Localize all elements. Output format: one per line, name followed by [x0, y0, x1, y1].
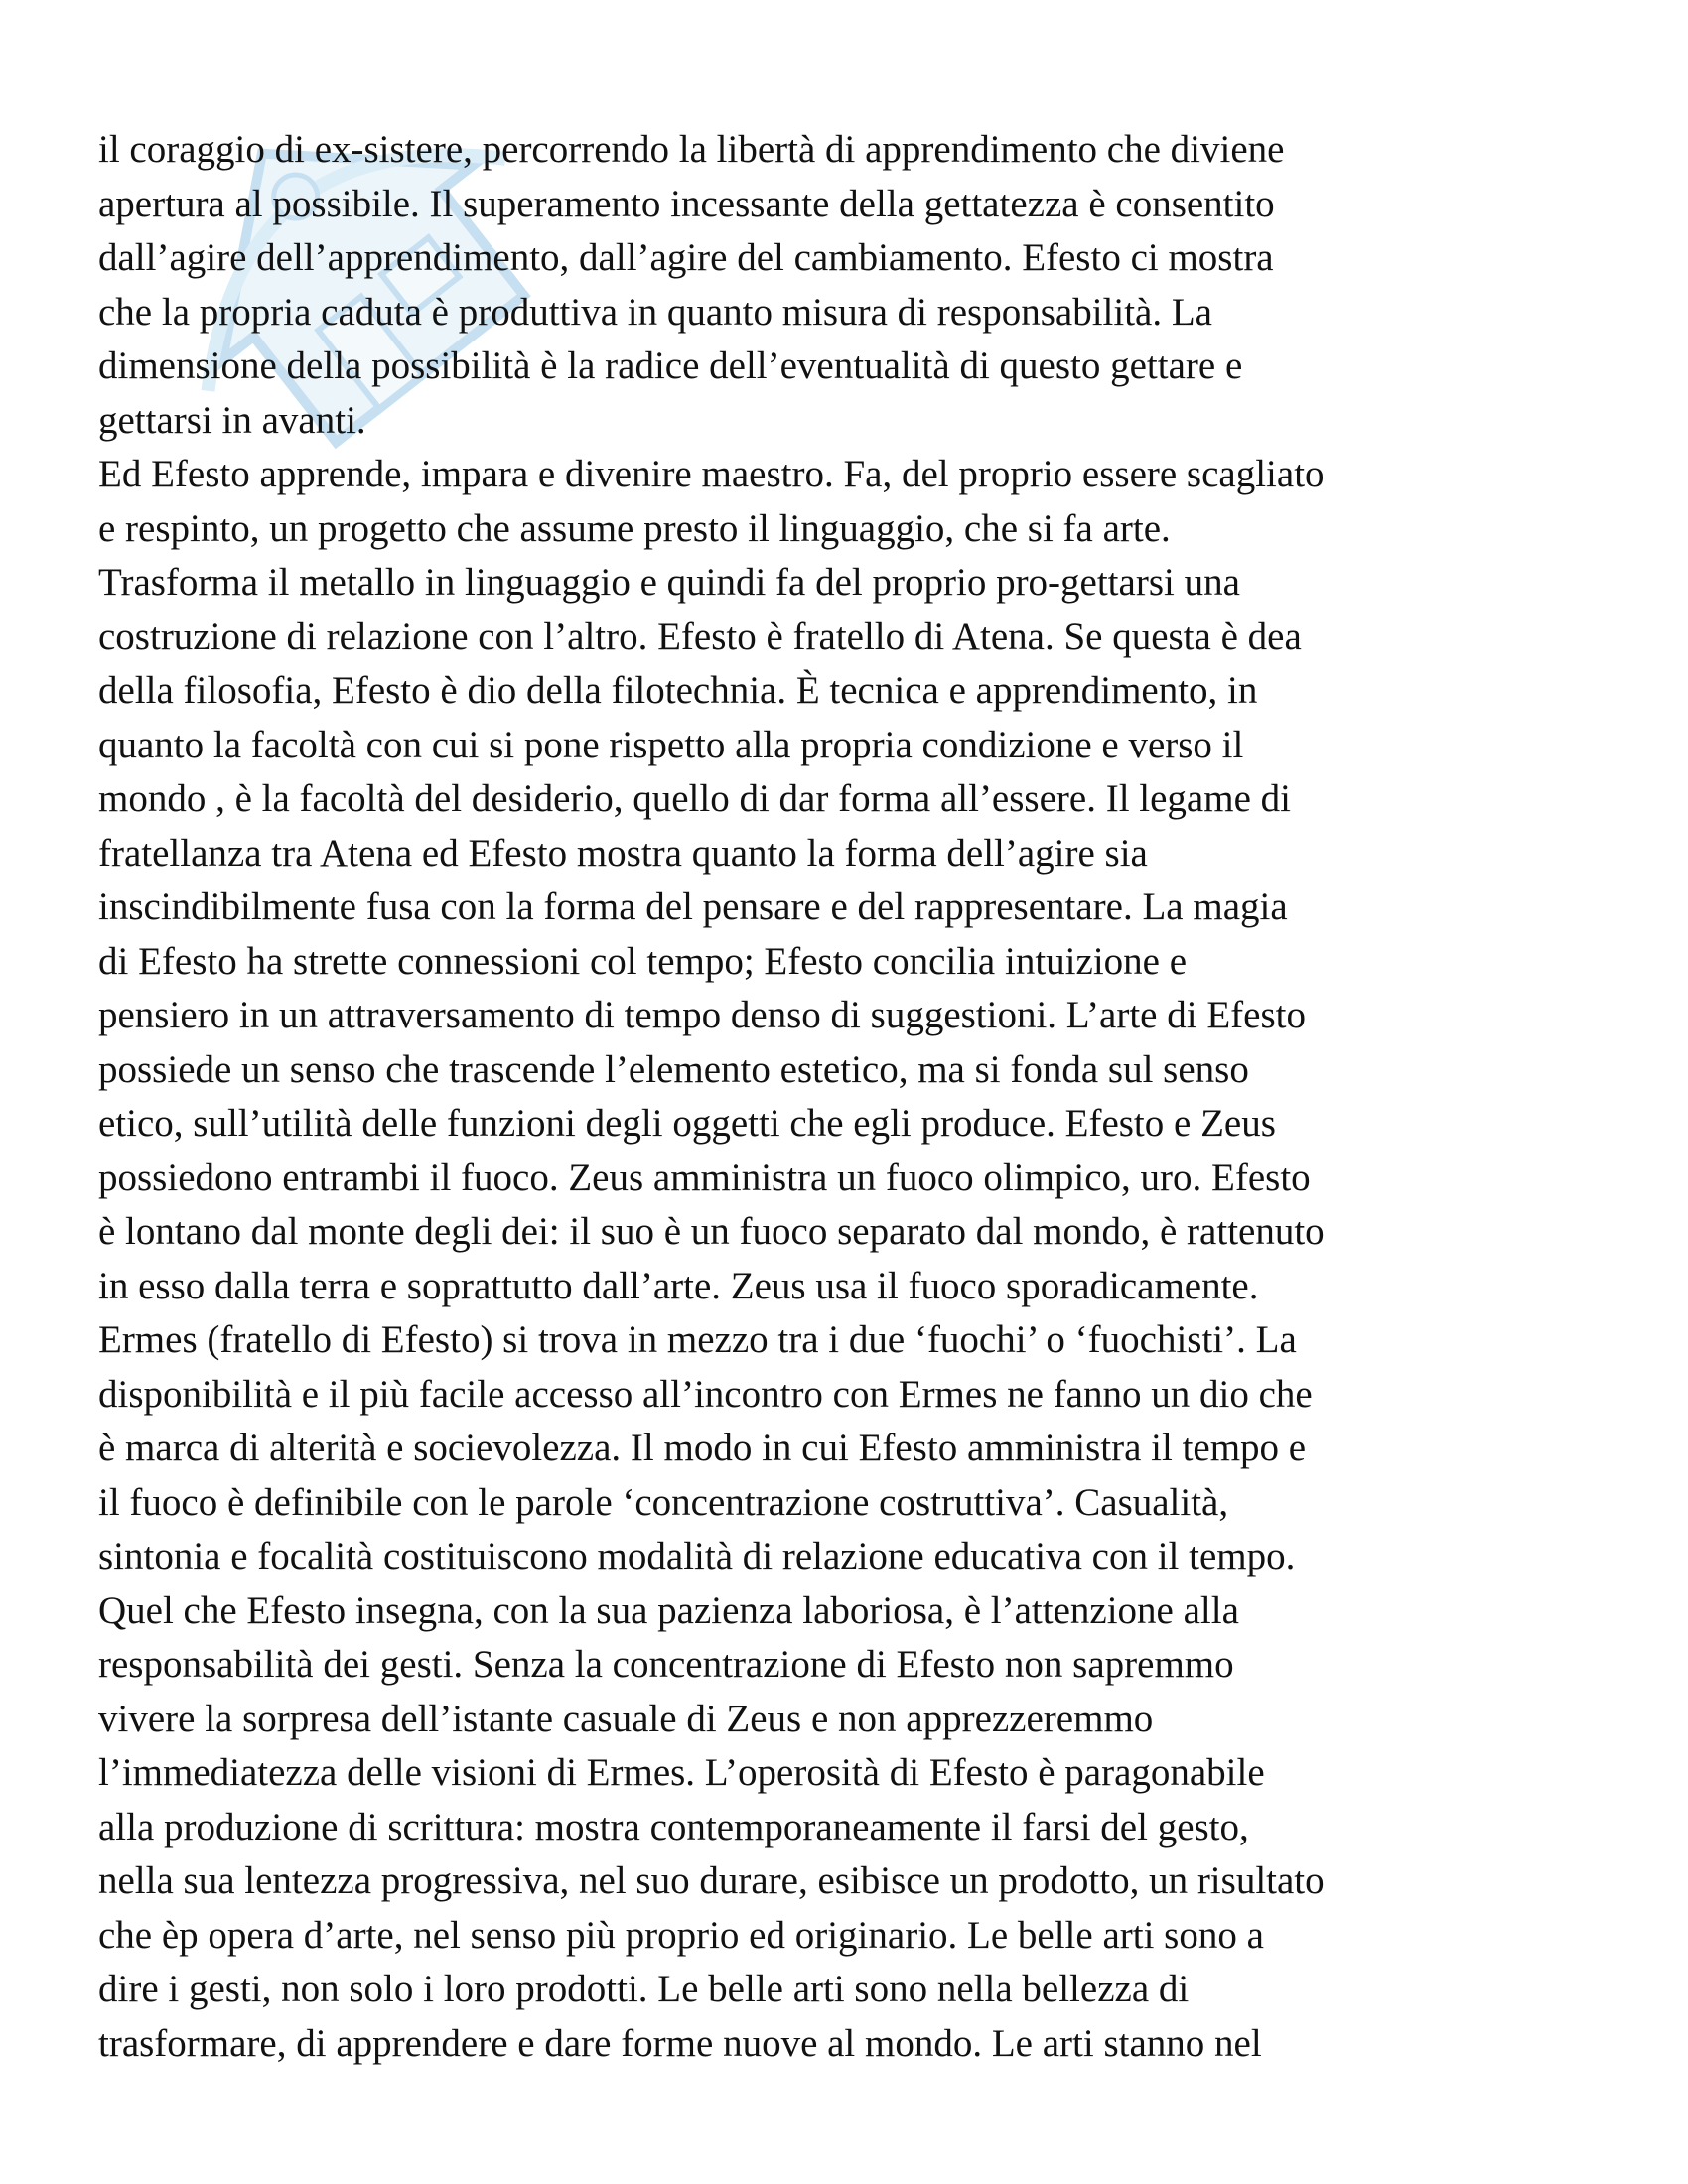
text-line: apertura al possibile. Il superamento incessante della gettatezza è consentito [98, 182, 1275, 225]
text-line: di Efesto ha strette connessioni col tempo; Efesto concilia intuizione e [98, 939, 1188, 983]
text-line: possiede un senso che trascende l’elemento estetico, ma si fonda sul senso [98, 1047, 1249, 1091]
text-line: sintonia e focalità costituiscono modalità di relazione educativa con il tempo. [98, 1535, 1296, 1577]
text-line: gettarsi in avanti. [98, 398, 366, 442]
text-line: della filosofia, Efesto è dio della filotechnia. È tecnica e apprendimento, in [98, 669, 1258, 712]
text-line: è marca di alterità e socievolezza. Il modo in cui Efesto amministra il tempo e [98, 1427, 1307, 1469]
text-line: Ermes (fratello di Efesto) si trova in mezzo tra i due ‘fuochi’ o ‘fuochisti’. La [98, 1318, 1297, 1361]
text-line: l’immediatezza delle visioni di Ermes. L’operosità di Efesto è paragonabile [98, 1751, 1265, 1794]
text-line: dire i gesti, non solo i loro prodotti. Le belle arti sono nella bellezza di [98, 1968, 1190, 2010]
text-line: inscindibilmente fusa con la forma del pensare e del rappresentare. La magia [98, 886, 1288, 928]
text-line: e respinto, un progetto che assume presto il linguaggio, che si fa arte. [98, 506, 1171, 550]
text-line: Quel che Efesto insegna, con la sua pazienza laboriosa, è l’attenzione alla [98, 1588, 1239, 1632]
text-line: pensiero in un attraversamento di tempo denso di suggestioni. L’arte di Efesto [98, 994, 1306, 1036]
text-line: mondo , è la facoltà del desiderio, quello di dar forma all’essere. Il legame di [98, 777, 1291, 820]
text-line: etico, sull’utilità delle funzioni degli oggetti che egli produce. Efesto e Zeus [98, 1102, 1276, 1145]
text-line: alla produzione di scrittura: mostra contemporaneamente il farsi del gesto, [98, 1805, 1249, 1848]
text-line: Ed Efesto apprende, impara e divenire maestro. Fa, del proprio essere scagliato [98, 453, 1325, 495]
text-line: possiedono entrambi il fuoco. Zeus amministra un fuoco olimpico, uro. Efesto [98, 1156, 1311, 1199]
text-line: in esso dalla terra e soprattutto dall’arte. Zeus usa il fuoco sporadicamente. [98, 1264, 1259, 1307]
text-line: che èp opera d’arte, nel senso più proprio ed originario. Le belle arti sono a [98, 1913, 1264, 1957]
text-line: Trasforma il metallo in linguaggio e quindi fa del proprio pro-gettarsi una [98, 561, 1240, 604]
text-line: dimensione della possibilità è la radice dell’eventualità di questo gettare e [98, 344, 1243, 387]
text-line: il coraggio di ex-sistere, percorrendo la libertà di apprendimento che diviene [98, 128, 1285, 171]
text-line: il fuoco è definibile con le parole ‘concentrazione costruttiva’. Casualità, [98, 1480, 1229, 1524]
text-line: quanto la facoltà con cui si pone rispetto alla propria condizione e verso il [98, 723, 1244, 766]
text-line: nella sua lentezza progressiva, nel suo durare, esibisce un prodotto, un risultato [98, 1859, 1325, 1902]
text-line: è lontano dal monte degli dei: il suo è un fuoco separato dal mondo, è rattenuto [98, 1210, 1325, 1253]
text-line: responsabilità dei gesti. Senza la concentrazione di Efesto non sapremmo [98, 1643, 1234, 1686]
text-line: costruzione di relazione con l’altro. Efesto è fratello di Atena. Se questa è dea [98, 614, 1302, 658]
text-line: disponibilità e il più facile accesso all’incontro con Ermes ne fanno un dio che [98, 1372, 1313, 1416]
text-line: che la propria caduta è produttiva in quanto misura di responsabilità. La [98, 290, 1212, 334]
text-line: dall’agire dell’apprendimento, dall’agire del cambiamento. Efesto ci mostra [98, 236, 1274, 279]
text-line: trasformare, di apprendere e dare forme nuove al mondo. Le arti stanno nel [98, 2021, 1262, 2065]
text-line: vivere la sorpresa dell’istante casuale di Zeus e non apprezzeremmo [98, 1697, 1154, 1740]
text-line: fratellanza tra Atena ed Efesto mostra quanto la forma dell’agire sia [98, 831, 1148, 875]
body-text [98, 123, 1647, 2071]
